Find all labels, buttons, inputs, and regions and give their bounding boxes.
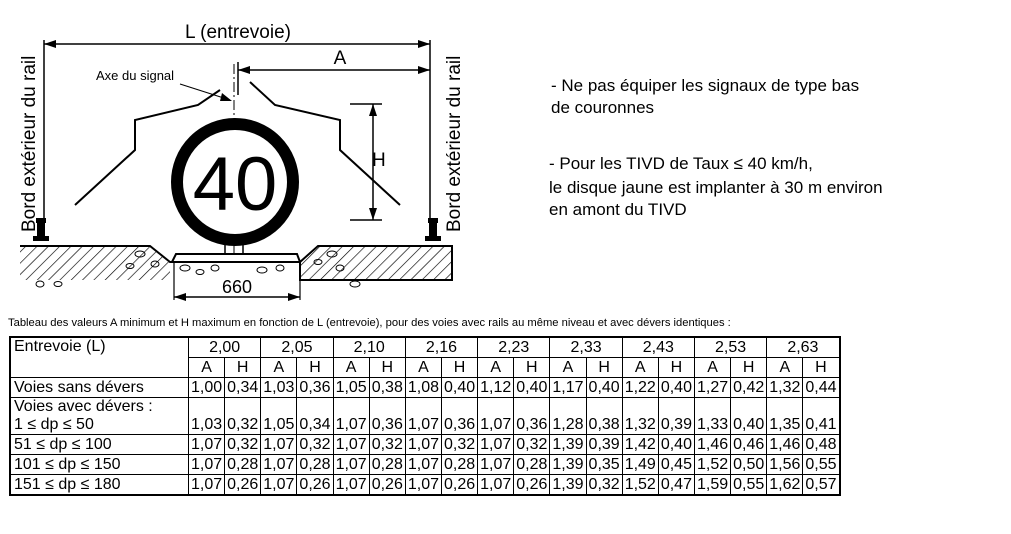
header-row (10, 337, 840, 358)
cell-H: 0,36 (297, 378, 333, 398)
cell-A: 1,46 (767, 435, 803, 455)
cell-H: 0,32 (225, 398, 261, 435)
cell-H: 0,50 (731, 455, 767, 475)
cell-H: 0,40 (514, 378, 550, 398)
cell-H: 0,46 (731, 435, 767, 455)
cell-A: 1,07 (478, 398, 514, 435)
cell-A: 1,07 (478, 455, 514, 475)
cell-H: 0,34 (297, 398, 333, 435)
subheader-H: H (369, 358, 405, 378)
cell-H: 0,34 (225, 378, 261, 398)
cell-A: 1,35 (767, 398, 803, 435)
cell-A: 1,07 (405, 455, 441, 475)
subheader-H: H (586, 358, 622, 378)
cell-A: 1,39 (550, 435, 586, 455)
cell-A: 1,07 (405, 475, 441, 496)
cell-A: 1,05 (261, 398, 297, 435)
subheader-A: A (189, 358, 225, 378)
cell-H: 0,35 (586, 455, 622, 475)
row-label: 151 ≤ dp ≤ 180 (10, 475, 189, 496)
cell-H: 0,28 (441, 455, 477, 475)
entrevoie-header: 2,43 (622, 337, 694, 358)
values-table (9, 336, 841, 496)
subheader-H: H (803, 358, 840, 378)
subheader-A: A (261, 358, 297, 378)
cell-A: 1,46 (694, 435, 730, 455)
row-label-group: Voies avec dévers : (14, 398, 153, 415)
cell-H: 0,32 (441, 435, 477, 455)
cell-H: 0,32 (586, 475, 622, 496)
cell-A: 1,56 (767, 455, 803, 475)
cell-H: 0,39 (658, 398, 694, 435)
row-label: 101 ≤ dp ≤ 150 (10, 455, 189, 475)
table-row (10, 435, 840, 455)
cell-H: 0,40 (731, 398, 767, 435)
cell-H: 0,26 (369, 475, 405, 496)
cell-A: 1,07 (478, 475, 514, 496)
cell-A: 1,39 (550, 475, 586, 496)
cell-A: 1,22 (622, 378, 658, 398)
cell-H: 0,40 (658, 378, 694, 398)
cell-H: 0,28 (369, 455, 405, 475)
cell-A: 1,07 (333, 435, 369, 455)
cell-H: 0,26 (225, 475, 261, 496)
cell-H: 0,32 (297, 435, 333, 455)
subheader-H: H (297, 358, 333, 378)
cell-A: 1,07 (478, 435, 514, 455)
cell-A: 1,52 (622, 475, 658, 496)
cell-A: 1,05 (333, 378, 369, 398)
sign-value: 40 (192, 142, 278, 227)
subheader-H: H (658, 358, 694, 378)
cell-A: 1,42 (622, 435, 658, 455)
subheader-A: A (405, 358, 441, 378)
cell-A: 1,07 (189, 455, 225, 475)
header-label: Entrevoie (L) (10, 337, 189, 378)
cell-H: 0,38 (586, 398, 622, 435)
cell-H: 0,44 (803, 378, 840, 398)
cell-H: 0,42 (731, 378, 767, 398)
cell-A: 1,07 (261, 475, 297, 496)
note-2-line-3: en amont du TIVD (549, 200, 687, 219)
speed-sign (177, 124, 293, 240)
entrevoie-header: 2,00 (189, 337, 261, 358)
cell-A: 1,07 (261, 455, 297, 475)
cell-H: 0,40 (586, 378, 622, 398)
label-width: 660 (221, 277, 253, 297)
cell-H: 0,41 (803, 398, 840, 435)
cell-A: 1,28 (550, 398, 586, 435)
row-label: Voies sans dévers (10, 378, 189, 398)
row-label (10, 398, 189, 435)
subheader-A: A (333, 358, 369, 378)
cell-H: 0,47 (658, 475, 694, 496)
row-label-range: 1 ≤ dp ≤ 50 (14, 416, 94, 433)
cell-A: 1,32 (622, 398, 658, 435)
table-row (10, 475, 840, 496)
cell-H: 0,39 (586, 435, 622, 455)
cell-A: 1,12 (478, 378, 514, 398)
label-axe: Axe du signal (96, 68, 175, 83)
cell-A: 1,39 (550, 455, 586, 475)
table-row (10, 378, 840, 398)
label-A: A (333, 48, 347, 69)
entrevoie-header: 2,33 (550, 337, 622, 358)
right-rail (425, 218, 441, 241)
cell-H: 0,36 (441, 398, 477, 435)
cell-A: 1,32 (767, 378, 803, 398)
subheader-H: H (731, 358, 767, 378)
cell-A: 1,07 (261, 435, 297, 455)
cell-A: 1,59 (694, 475, 730, 496)
cell-A: 1,17 (550, 378, 586, 398)
cell-H: 0,55 (803, 455, 840, 475)
cell-A: 1,49 (622, 455, 658, 475)
cell-H: 0,38 (369, 378, 405, 398)
note-1-line-1: - Ne pas équiper les signaux de type bas (551, 76, 860, 95)
table-row (10, 398, 840, 435)
cell-H: 0,36 (369, 398, 405, 435)
cell-H: 0,32 (369, 435, 405, 455)
cell-H: 0,28 (225, 455, 261, 475)
cell-H: 0,26 (441, 475, 477, 496)
subheader-H: H (225, 358, 261, 378)
cell-A: 1,08 (405, 378, 441, 398)
rail-label-right: Bord extérieur du rail (444, 55, 465, 232)
subheader-A: A (478, 358, 514, 378)
cell-A: 1,03 (261, 378, 297, 398)
cell-H: 0,32 (514, 435, 550, 455)
cell-A: 1,27 (694, 378, 730, 398)
cell-A: 1,62 (767, 475, 803, 496)
cell-H: 0,40 (441, 378, 477, 398)
label-H: H (372, 150, 386, 171)
entrevoie-header: 2,23 (478, 337, 550, 358)
cell-A: 1,07 (189, 435, 225, 455)
cell-H: 0,36 (514, 398, 550, 435)
cell-A: 1,07 (405, 398, 441, 435)
cell-H: 0,40 (658, 435, 694, 455)
note-2-line-1: - Pour les TIVD de Taux ≤ 40 km/h, (549, 154, 813, 173)
subheader-A: A (767, 358, 803, 378)
note-2-line-2: le disque jaune est implanter à 30 m environ (549, 178, 883, 197)
rail-label-left: Bord extérieur du rail (19, 55, 40, 232)
cell-H: 0,26 (297, 475, 333, 496)
entrevoie-header: 2,63 (767, 337, 840, 358)
cell-H: 0,28 (297, 455, 333, 475)
cell-H: 0,48 (803, 435, 840, 455)
subheader-H: H (441, 358, 477, 378)
entrevoie-header: 2,05 (261, 337, 333, 358)
cell-A: 1,07 (405, 435, 441, 455)
cell-H: 0,57 (803, 475, 840, 496)
note-1-line-2: de couronnes (551, 98, 655, 117)
subheader-H: H (514, 358, 550, 378)
clearance-diagram (0, 0, 470, 305)
cell-A: 1,03 (189, 398, 225, 435)
row-label: 51 ≤ dp ≤ 100 (10, 435, 189, 455)
cell-A: 1,33 (694, 398, 730, 435)
table-row (10, 455, 840, 475)
cell-A: 1,07 (333, 455, 369, 475)
subheader-A: A (622, 358, 658, 378)
cell-H: 0,45 (658, 455, 694, 475)
entrevoie-header: 2,53 (694, 337, 766, 358)
cell-H: 0,26 (514, 475, 550, 496)
cell-H: 0,55 (731, 475, 767, 496)
cell-A: 1,07 (333, 475, 369, 496)
label-L: L (entrevoie) (185, 22, 291, 43)
cell-H: 0,28 (514, 455, 550, 475)
entrevoie-header: 2,16 (405, 337, 477, 358)
table-caption: Tableau des valeurs A minimum et H maximum en fonction de L (entrevoie), pour des voies avec rails au même niveau et avec dévers identiques : (8, 317, 731, 329)
subheader-A: A (694, 358, 730, 378)
cell-H: 0,32 (225, 435, 261, 455)
cell-A: 1,07 (189, 475, 225, 496)
cell-A: 1,52 (694, 455, 730, 475)
subheader-A: A (550, 358, 586, 378)
cell-A: 1,00 (189, 378, 225, 398)
entrevoie-header: 2,10 (333, 337, 405, 358)
cell-A: 1,07 (333, 398, 369, 435)
